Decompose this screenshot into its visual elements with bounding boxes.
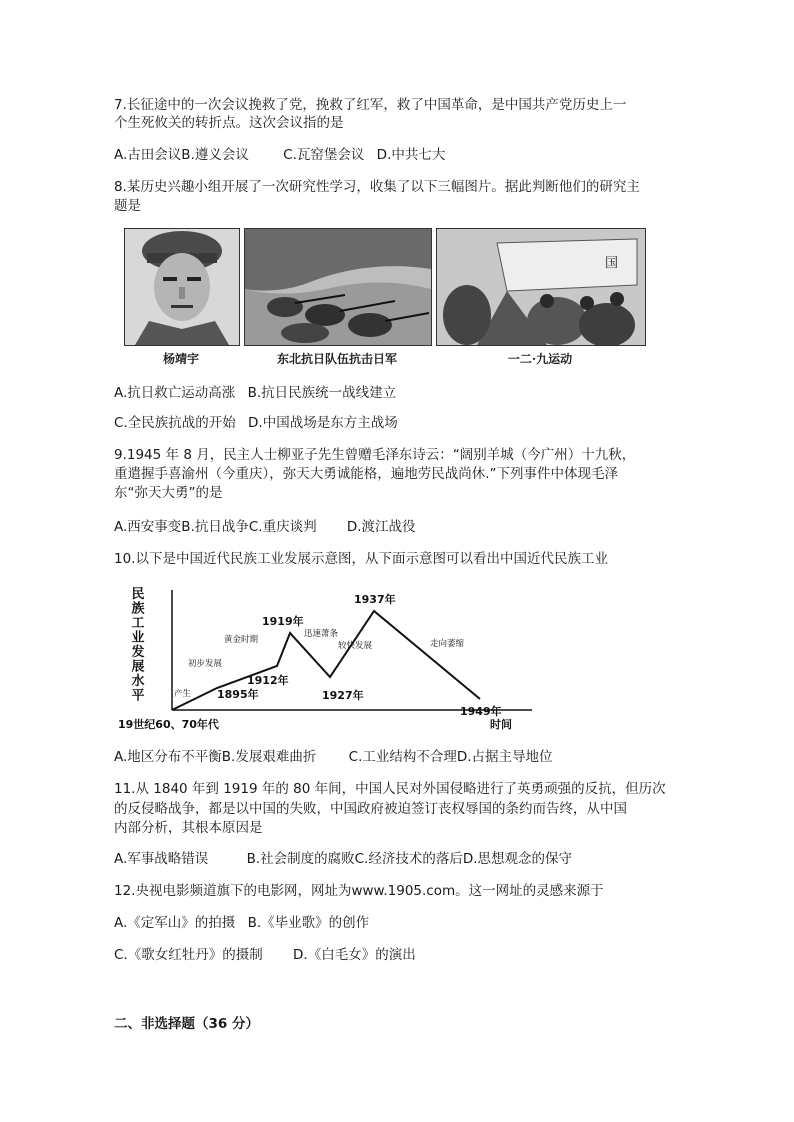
q8-options-row2	[114, 414, 398, 432]
q10-option-c: C.工业结构不合理	[348, 749, 457, 765]
q11-options	[114, 850, 572, 868]
q12-option-a: A.《定军山》的拍摄	[114, 915, 236, 931]
y-axis-label-char: 水	[131, 674, 145, 689]
q11-option-d: D.思想观念的保守	[462, 851, 573, 867]
q7-option-a: A.古田会议	[114, 147, 182, 163]
photo-northeast-resistance	[244, 228, 432, 346]
q7-option-b: B.遵义会议	[181, 147, 249, 163]
year-label: 1949年	[460, 705, 502, 718]
q10-options	[114, 748, 553, 766]
y-axis-label-char: 发	[131, 645, 145, 660]
q7-options	[114, 146, 445, 164]
stage-label: 初步发展	[188, 659, 223, 669]
year-label: 1919年	[262, 615, 304, 628]
y-axis-label-char: 展	[131, 659, 145, 675]
q9-options	[114, 518, 416, 536]
caption-december-9: 一二·九运动	[507, 352, 573, 366]
q12-options-row2	[114, 946, 416, 964]
industry-development-chart	[112, 584, 552, 732]
caption-yang-jingyu: 杨靖宇	[162, 352, 199, 366]
q9-stem-line1: 9.1945 年 8 月，民主人士柳亚子先生曾赠毛泽东诗云：“阔别羊城（今广州）十九秋，	[114, 447, 636, 463]
stage-label: 走向萎缩	[430, 639, 465, 649]
q12-option-d: D.《白毛女》的演出	[293, 947, 416, 963]
y-axis-label-char: 工	[131, 616, 145, 631]
section-title-non-choice: 二、非选择题（36 分）	[114, 1016, 259, 1032]
banner-text: 国	[605, 256, 619, 271]
q12-stem: 12.央视电影频道旗下的电影网，网址为www.1905.com。这一网址的灵感来源于	[114, 883, 604, 899]
q8-stem-line1: 8.某历史兴趣小组开展了一次研究性学习，收集了以下三幅图片。据此判断他们的研究主	[114, 179, 640, 195]
year-label: 1927年	[322, 689, 364, 702]
q9-stem-line2: 重遣握手喜渝州（今重庆），弥天大勇诚能格，遍地劳民战尚休.”下列事件中体现毛泽	[114, 466, 619, 482]
q8-option-b: B.抗日民族统一战线建立	[247, 385, 397, 401]
photo-yang-jingyu	[124, 228, 240, 346]
stage-label: 迅速萧条	[304, 629, 339, 639]
q8-option-d: D.中国战场是东方主战场	[248, 415, 398, 431]
q7-option-d: D.中共七大	[376, 147, 446, 163]
q7-stem-line1: 7.长征途中的一次会议挽救了党，挽救了红军，救了中国革命，是中国共产党历史上一	[114, 97, 627, 113]
q11-stem-line1: 11.从 1840 年到 1919 年的 80 年间，中国人民对外国侵略进行了英勇顽强的反抗，但历次	[114, 781, 666, 797]
q12-options-row1	[114, 914, 369, 932]
q9-stem-line3: 东“弥天大勇”的是	[114, 485, 223, 501]
stage-label: 产生	[174, 689, 192, 699]
q7-option-c: C.瓦窑堡会议	[283, 147, 365, 163]
photo-december-9-movement	[436, 228, 646, 346]
y-axis-label-char: 民	[131, 587, 145, 602]
q12-option-b: B.《毕业歌》的创作	[247, 915, 370, 931]
q11-stem-line2: 的反侵略战争，都是以中国的失败，中国政府被迫签订丧权辱国的条约而告终，从中国	[114, 801, 627, 817]
q12-option-c: C.《歌女红牡丹》的摄制	[114, 947, 263, 963]
year-label: 1912年	[247, 674, 289, 687]
y-axis-label-char: 业	[131, 630, 145, 646]
y-axis-label-char: 族	[131, 601, 145, 617]
q8-options-row1	[114, 384, 396, 402]
q7-stem-line2: 个生死攸关的转折点。这次会议指的是	[114, 115, 344, 131]
year-label: 1937年	[354, 593, 396, 606]
q9-option-a: A.西安事变	[114, 519, 182, 535]
stage-label: 较快发展	[338, 641, 373, 651]
q8-option-a: A.抗日救亡运动高涨	[114, 385, 236, 401]
q9-option-b: B.抗日战争	[181, 519, 249, 535]
x-origin-label: 19世纪60、70年代	[118, 718, 219, 731]
q8-stem-line2: 题是	[114, 198, 141, 214]
q10-option-d: D.占据主导地位	[456, 749, 553, 765]
q11-option-b: B.社会制度的腐败	[246, 851, 355, 867]
caption-northeast-resistance: 东北抗日队伍抗击日军	[276, 352, 397, 366]
q11-option-c: C.经济技术的落后	[354, 851, 463, 867]
q8-option-c: C.全民族抗战的开始	[114, 415, 236, 431]
q10-stem: 10.以下是中国近代民族工业发展示意图，从下面示意图可以看出中国近代民族工业	[114, 551, 608, 567]
y-axis-label-char: 平	[131, 688, 145, 704]
q10-option-a: A.地区分布不平衡	[114, 749, 222, 765]
q11-stem-line3: 内部分析，其根本原因是	[114, 820, 263, 836]
q9-option-c: C.重庆谈判	[248, 519, 317, 535]
q11-option-a: A.军事战略错误	[114, 851, 209, 867]
q10-option-b: B.发展艰难曲折	[221, 749, 317, 765]
q9-option-d: D.渡江战役	[346, 519, 416, 535]
x-axis-label: 时间	[490, 718, 512, 731]
stage-label: 黄金时期	[224, 635, 259, 645]
year-label: 1895年	[217, 688, 259, 701]
